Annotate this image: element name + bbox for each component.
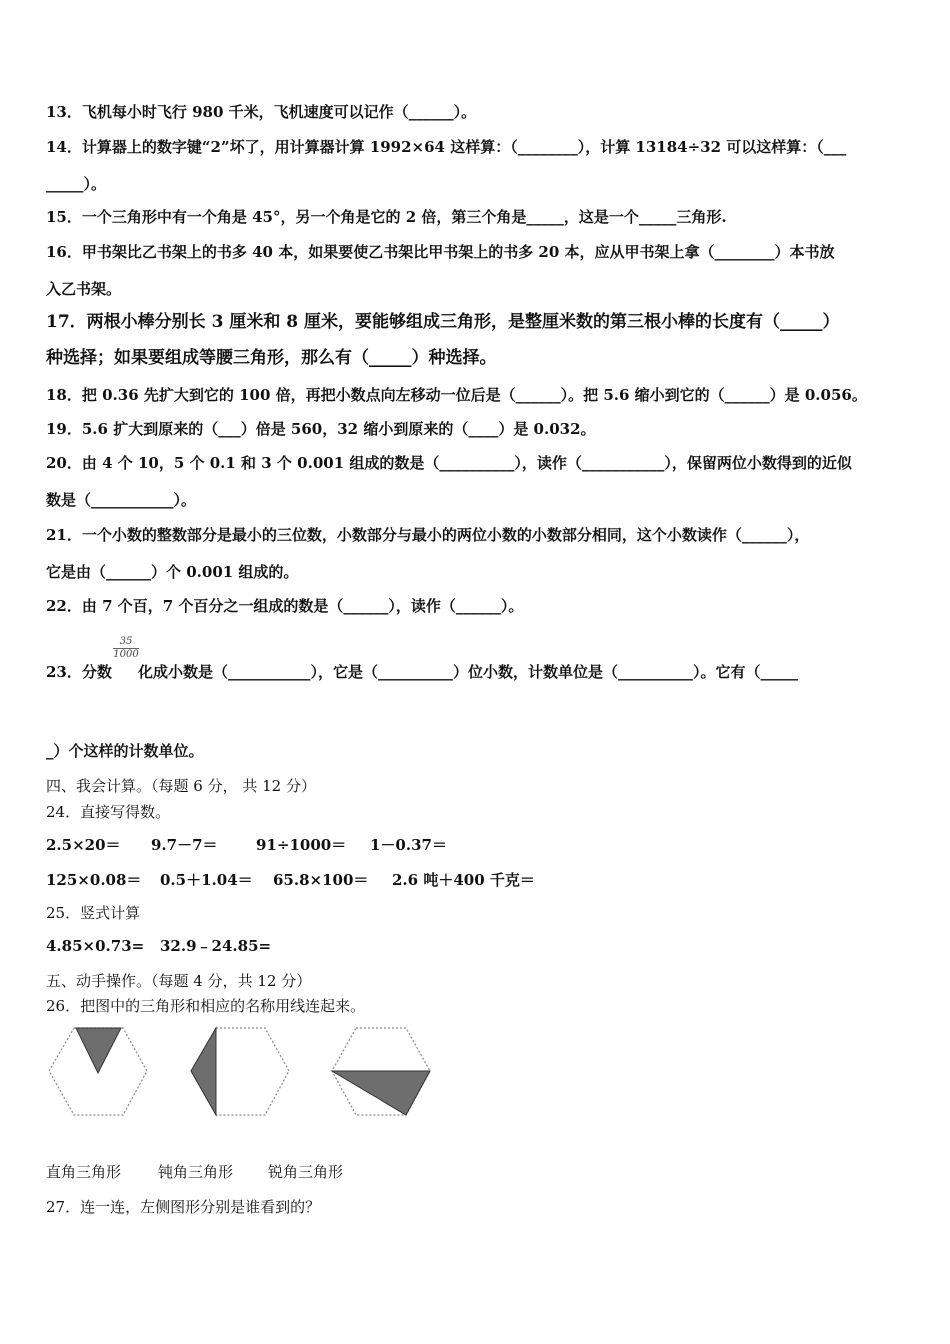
q25-item2: 32.9﹣24.85= [160, 937, 272, 955]
shaded-triangle-2 [191, 1028, 216, 1115]
question-13: 13．飞机每小时飞行 980 千米，飞机速度可以记作（______）。 [46, 103, 477, 121]
question-17-line1: 17．两根小棒分别长 3 厘米和 8 厘米，要能够组成三角形，是整厘米数的第三根小棒的长度有（_____） [46, 312, 840, 332]
hexagon-figure-1 [49, 1028, 147, 1115]
question-14-line2: _____）。 [46, 175, 107, 193]
question-23-line1: 化成小数是（___________），它是（__________）位小数，计数单位是（__________）。它有（_____ [138, 663, 799, 681]
question-15: 15．一个三角形中有一个角是 45°，另一个角是它的 2 倍，第三个角是_____，这是一个_____三角形. [46, 208, 727, 226]
question-23-prefix: 23．分数 [46, 663, 112, 681]
question-23-line2: _）个这样的计数单位。 [46, 742, 204, 760]
question-16-line1: 16．甲书架比乙书架上的书多 40 本，如果要使乙书架比甲书架上的书多 20 本，应从甲书架上拿（________）本书放 [46, 243, 835, 261]
q24-row1-item1: 2.5×20＝ [46, 836, 121, 854]
question-21-line1: 21．一个小数的整数部分是最小的三位数，小数部分与最小的两位小数的小数部分相同，这个小数读作（______）， [46, 526, 810, 544]
shaded-triangle-1 [76, 1028, 121, 1073]
q24-row2-item2: 0.5＋1.04＝ [160, 871, 253, 889]
q24-row2-item4: 2.6 吨＋400 千克＝ [392, 871, 535, 889]
question-25: 25．竖式计算 [46, 904, 141, 922]
q26-label-obtuse-triangle: 钝角三角形 [158, 1163, 234, 1181]
question-14-line1: 14．计算器上的数字键“2”坏了，用计算器计算 1992×64 这样算：（________），计算 13184÷32 可以这样算：（___ [46, 138, 847, 156]
fraction-numerator: 35 [119, 636, 133, 647]
section-4-heading: 四、我会计算。（每题 6 分， 共 12 分） [46, 777, 316, 795]
hexagon-figures [46, 1025, 446, 1124]
question-22: 22．由 7 个百，7 个百分之一组成的数是（______），读作（______）。 [46, 597, 524, 615]
question-24: 24．直接写得数。 [46, 803, 171, 821]
question-20-line2: 数是（___________）。 [46, 491, 197, 509]
q26-label-acute-triangle: 锐角三角形 [268, 1163, 344, 1181]
question-21-line2: 它是由（______）个 0.001 组成的。 [46, 563, 299, 581]
hexagon-figure-3 [332, 1028, 430, 1115]
q24-row2-item3: 65.8×100＝ [273, 871, 369, 889]
question-26: 26．把图中的三角形和相应的名称用线连起来。 [46, 997, 366, 1015]
hexagon-figures-svg [46, 1025, 446, 1120]
q25-item1: 4.85×0.73= [46, 937, 145, 955]
section-5-heading: 五、动手操作。（每题 4 分，共 12 分） [46, 972, 312, 990]
hexagon-figure-2 [191, 1028, 289, 1115]
fraction-35-over-1000 [113, 636, 139, 661]
q24-row1-item4: 1－0.37＝ [370, 836, 447, 854]
question-20-line1: 20．由 4 个 10，5 个 0.1 和 3 个 0.001 组成的数是（__________），读作（___________），保留两位小数得到的近似 [46, 454, 852, 472]
question-17-line2: 种选择；如果要组成等腰三角形，那么有（_____）种选择。 [46, 348, 497, 368]
fraction-denominator: 1000 [113, 649, 139, 660]
question-16-line2: 入乙书架。 [46, 280, 122, 298]
question-18: 18．把 0.36 先扩大到它的 100 倍，再把小数点向左移动一位后是（______）。把 5.6 缩小到它的（______）是 0.056。 [46, 386, 867, 404]
q24-row1-item3: 91÷1000＝ [256, 836, 347, 854]
q26-label-right-triangle: 直角三角形 [46, 1163, 122, 1181]
question-19: 19．5.6 扩大到原来的（___）倍是 560，32 缩小到原来的（____）是 0.032。 [46, 420, 596, 438]
question-27: 27．连一连，左侧图形分别是谁看到的？ [46, 1198, 321, 1216]
shaded-triangle-3 [332, 1071, 430, 1115]
q24-row1-item2: 9.7－7＝ [151, 836, 218, 854]
q24-row2-item1: 125×0.08＝ [46, 871, 142, 889]
